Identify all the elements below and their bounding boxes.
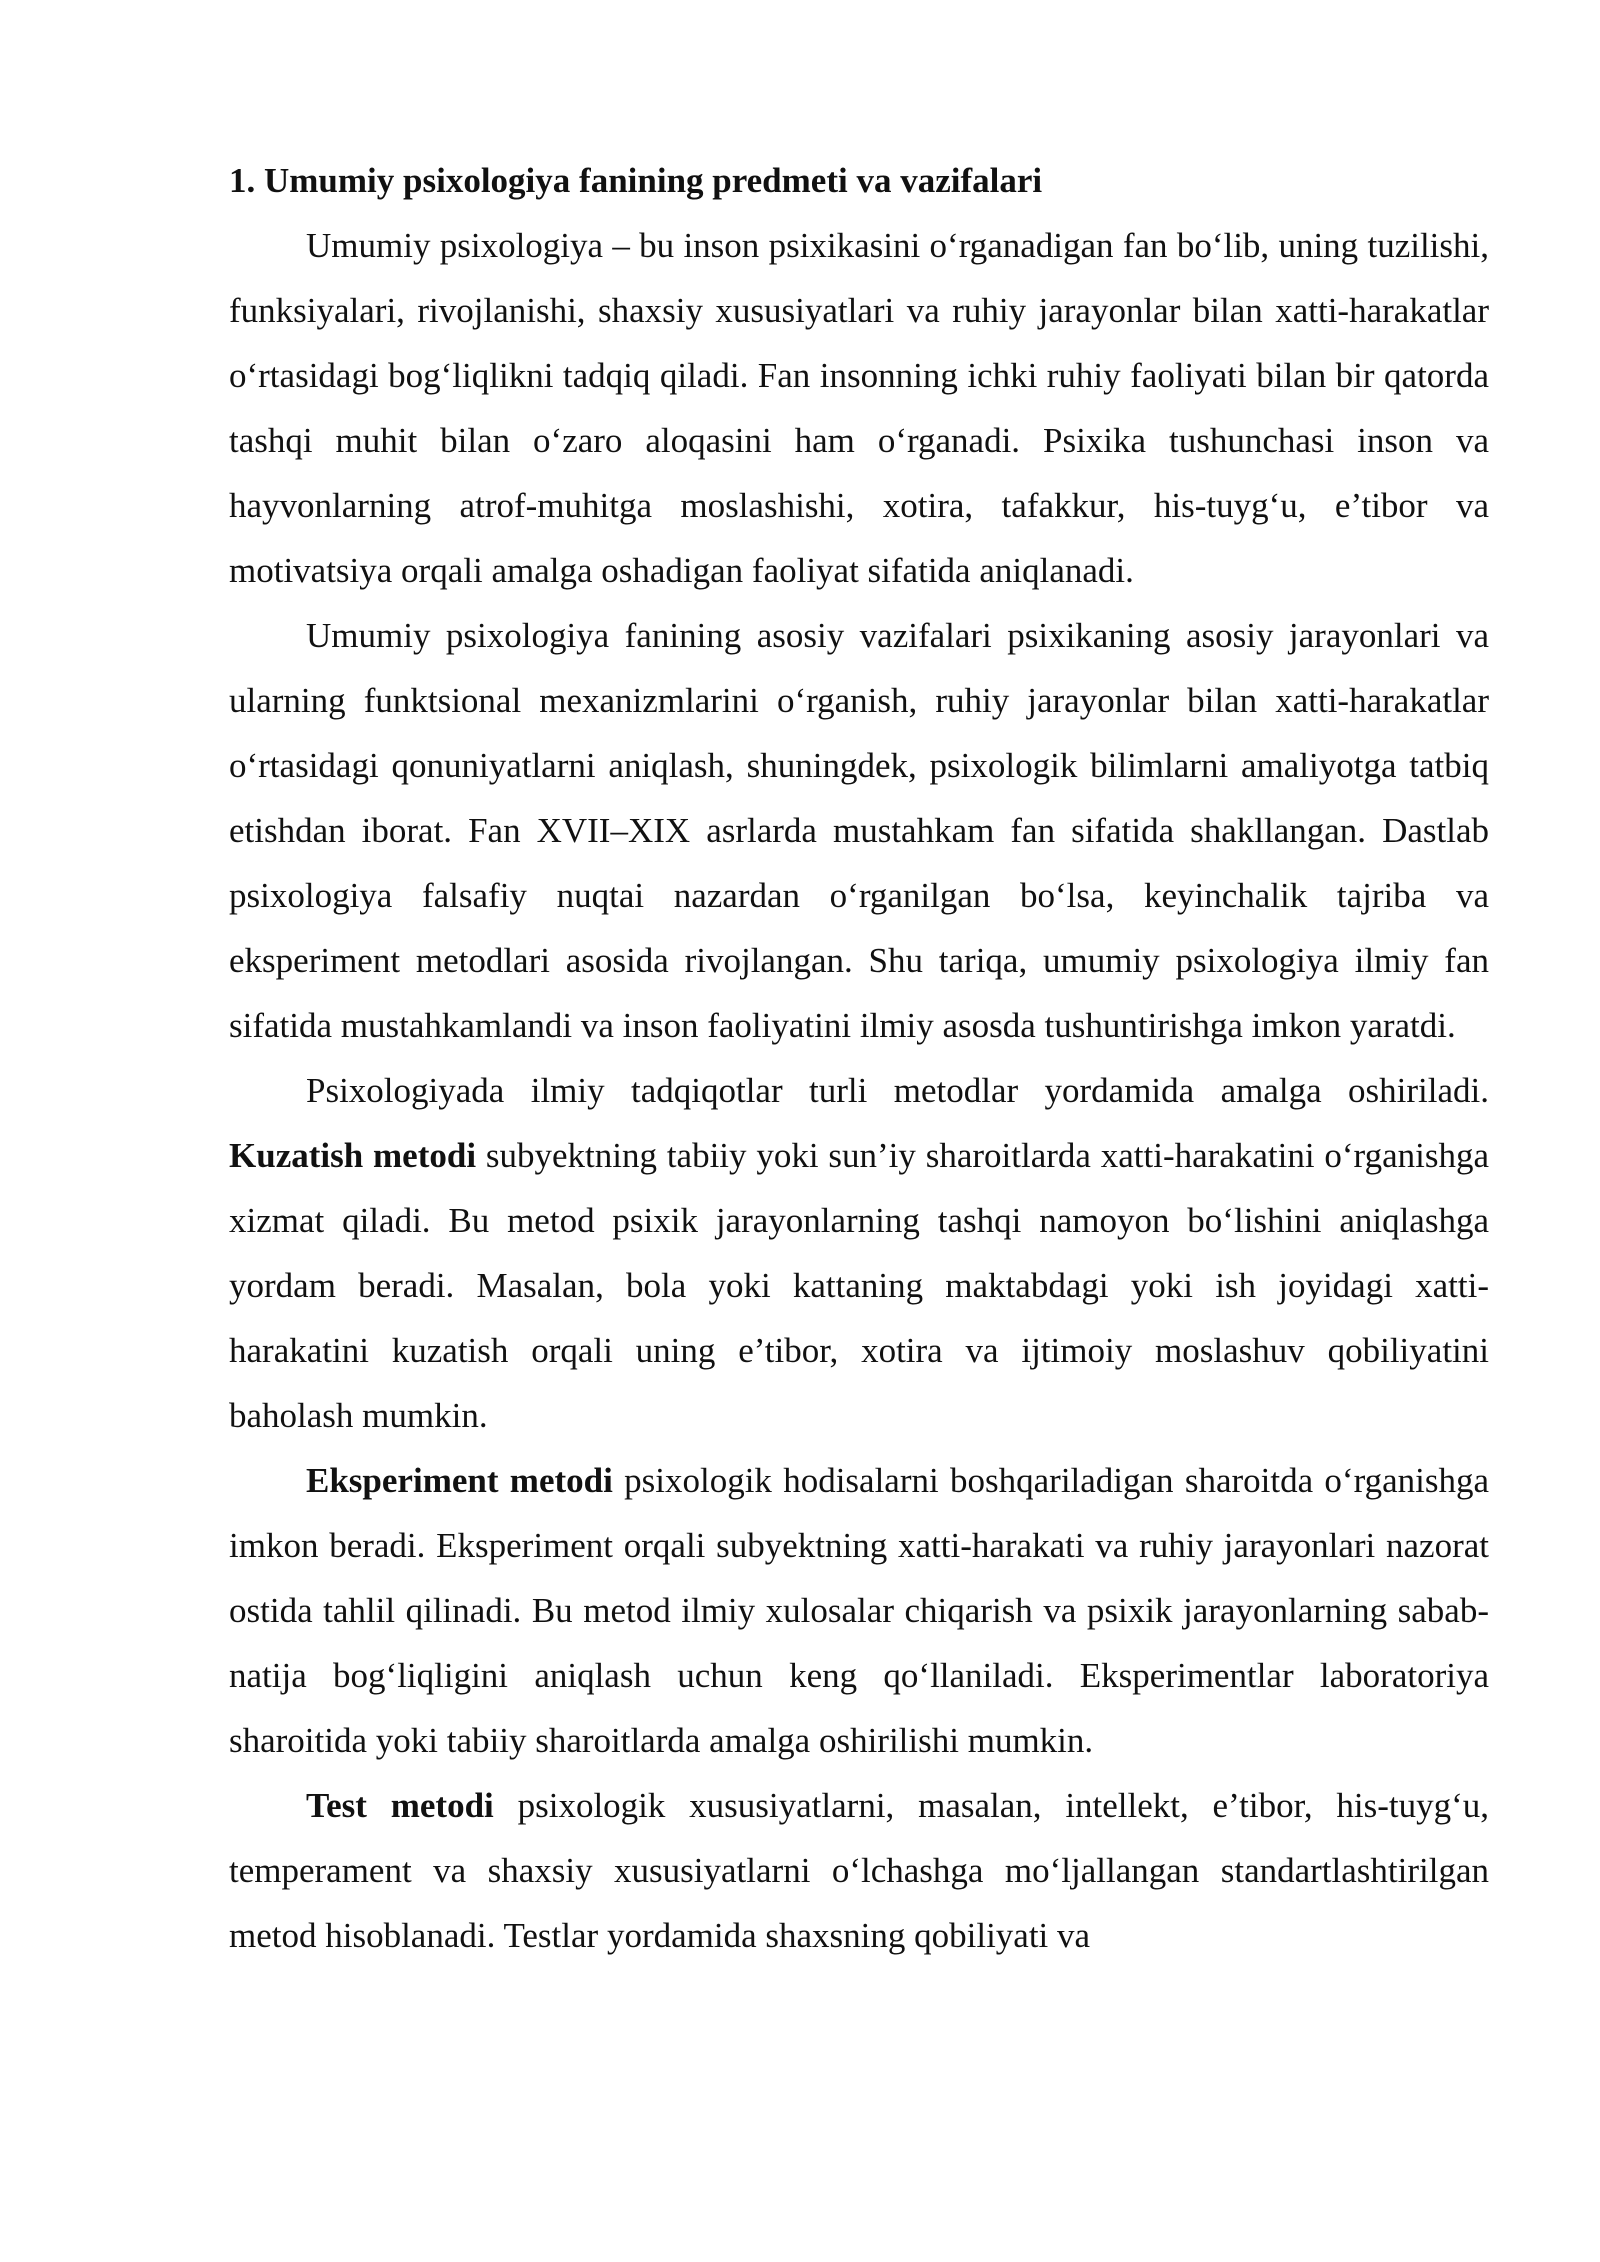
paragraph-tasks: [229, 603, 1489, 1058]
paragraph-definition: [229, 213, 1489, 603]
paragraph-text: Psixologiyada ilmiy tadqiqotlar turli metodlar yordamida amalga oshiriladi.: [306, 1071, 1489, 1110]
paragraph-text: Umumiy psixologiya fanining asosiy vazifalari psixikaning asosiy jarayonlari va ularning funktsional mexanizmlarini o‘rganish, ruhiy jarayonlar bilan xatti-harakatlar o‘rtasidagi qonuniyatlarni aniqlash, shuningdek, psixologik bilimlarni amaliyotga tatbiq etishdan iborat. Fan XVII–XIX asrlarda mustahkam fan sifatida shakllangan. Dastlab psixologiya falsafiy nuqtai nazardan o‘rganilgan bo‘lsa, keyinchalik tajriba va eksperiment metodlari asosida rivojlangan. Shu tariqa, umumiy psixologiya ilmiy fan sifatida mustahkamlandi va inson faoliyatini ilmiy asosda tushuntirishga imkon yaratdi.: [229, 616, 1489, 1045]
section-heading: 1. Umumiy psixologiya fanining predmeti va vazifalari: [229, 161, 1043, 200]
paragraph-text-rest: subyektning tabiiy yoki sun’iy sharoitlarda xatti-harakatini o‘rganishga xizmat qiladi. Bu metod psixik jarayonlarning tashqi namoyon bo‘lishini aniqlashga yordam beradi. Masalan, bola yoki kattaning maktabdagi yoki ish joyidagi xatti-harakatini kuzatish orqali uning e’tibor, xotira va ijtimoiy moslashuv qobiliyatini baholash mumkin.: [229, 1136, 1489, 1435]
paragraph-text-rest: psixologik xususiyatlarni, masalan, intellekt, e’tibor, his-tuyg‘u, temperament va shaxsiy xususiyatlarni o‘lchashga mo‘ljallangan standartlashtirilgan metod hisoblanadi. Testlar yordamida shaxsning qobiliyati va: [229, 1786, 1489, 1955]
term-observation-method: Kuzatish metodi: [229, 1136, 477, 1175]
paragraph-test-method: [229, 1773, 1489, 1968]
paragraph-experiment-method: [229, 1448, 1489, 1773]
term-experiment-method: Eksperiment metodi: [306, 1461, 613, 1500]
paragraph-observation-method: [229, 1058, 1489, 1448]
term-test-method: Test metodi: [306, 1786, 494, 1825]
document-body: [229, 148, 1489, 1968]
paragraph-text: Umumiy psixologiya – bu inson psixikasini o‘rganadigan fan bo‘lib, uning tuzilishi, funksiyalari, rivojlanishi, shaxsiy xususiyatlari va ruhiy jarayonlar bilan xatti-harakatlar o‘rtasidagi bog‘liqlikni tadqiq qiladi. Fan insonning ichki ruhiy faoliyati bilan bir qatorda tashqi muhit bilan o‘zaro aloqasini ham o‘rganadi. Psixika tushunchasi inson va hayvonlarning atrof-muhitga moslashishi, xotira, tafakkur, his-tuyg‘u, e’tibor va motivatsiya orqali amalga oshadigan faoliyat sifatida aniqlanadi.: [229, 226, 1489, 590]
paragraph-text-rest: psixologik hodisalarni boshqariladigan sharoitda o‘rganishga imkon beradi. Eksperiment orqali subyektning xatti-harakati va ruhiy jarayonlari nazorat ostida tahlil qilinadi. Bu metod ilmiy xulosalar chiqarish va psixik jarayonlarning sabab-natija bog‘liqligini aniqlash uchun keng qo‘llaniladi. Eksperimentlar laboratoriya sharoitida yoki tabiiy sharoitlarda amalga oshirilishi mumkin.: [229, 1461, 1490, 1760]
